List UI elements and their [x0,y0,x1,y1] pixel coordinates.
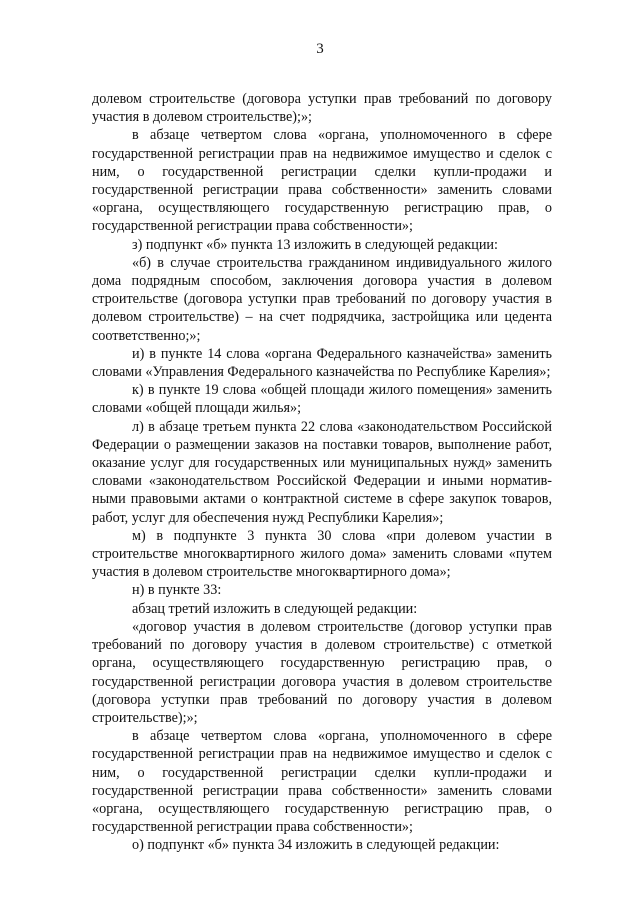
text-line: строительстве (договора уступки прав требований по договору участия в [92,291,552,308]
text-line: ными правовыми актами о контрактной системе в сфере закупок товаров, [92,491,552,508]
text-line: строительстве многоквартирного жилого дома» заменить словами «путем [92,546,552,563]
paragraph-p12 [92,727,552,836]
text-line: з) подпункт «б» пункта 13 изложить в следующей редакции: [132,236,498,253]
text-line: долевом строительстве) – на счет подрядчика, застройщика или цедента [92,309,552,326]
text-line: государственной регистрации прав на недвижимое имущество и сделок с [92,746,552,763]
text-line: н) в пункте 33: [132,582,222,599]
text-line: в абзаце четвертом слова «органа, уполномоченного в сфере [132,127,552,144]
text-line: ним, о государственной регистрации сделки купли-продажи и [92,163,552,180]
paragraph-p11 [92,618,552,727]
paragraph-p9 [92,581,552,599]
text-line: органа, осуществляющего государственную регистрацию прав, о [92,655,552,672]
text-line: участия в долевом строительстве);»; [92,109,312,126]
text-line: м) в подпункте 3 пункта 30 слова «при долевом участии в [132,527,552,544]
paragraph-p5 [92,345,552,381]
text-line: государственной регистрации права собственности» заменить словами [92,182,552,199]
text-line: «органа, осуществляющего государственную регистрацию прав, о [92,800,552,817]
text-line: словами «законодательством Российской Федерации и иными норматив- [92,473,552,490]
text-line: к) в пункте 19 слова «общей площади жилого помещения» заменить [132,382,552,399]
text-line: государственной регистрации договора участия в долевом строительстве [92,673,552,690]
text-line: о) подпункт «б» пункта 34 изложить в следующей редакции: [132,837,500,854]
text-line: требований по договору участия в долевом строительстве) с отметкой [92,637,552,654]
text-line: участия в долевом строительстве многоквартирного дома»; [92,564,451,581]
text-line: государственной регистрации права собственности»; [92,218,413,235]
text-line: словами «общей площади жилья»; [92,400,302,417]
text-line: абзац третий изложить в следующей редакции: [132,600,418,617]
paragraph-p10 [92,600,552,618]
text-line: государственной регистрации права собственности»; [92,819,413,836]
text-line: государственной регистрации права собственности» заменить словами [92,782,552,799]
text-line: и) в пункте 14 слова «органа Федерального казначейства» заменить [132,345,552,362]
paragraph-p7 [92,418,552,527]
text-line: «договор участия в долевом строительстве (договор уступки прав [132,618,552,635]
text-line: долевом строительстве (договора уступки прав требований по договору [92,91,552,107]
text-line: словами «Управления Федерального казначейства по Республике Карелия»; [92,364,551,381]
text-line: Федерации о размещении заказов на поставки товаров, выполнение работ, [92,436,552,453]
text-line: (договора уступки прав требований по договору участия в долевом [92,691,552,708]
paragraph-p3 [92,236,552,254]
page-number: 3 [316,41,324,57]
document-body [92,90,552,855]
text-line: «органа, осуществляющего государственную регистрацию прав, о [92,200,552,217]
text-line: дома подрядным способом, заключения договора участия в долевом [92,273,552,290]
text-line: «б) в случае строительства гражданином индивидуального жилого [132,254,552,271]
text-line: в абзаце четвертом слова «органа, уполномоченного в сфере [132,728,552,745]
text-line: л) в абзаце третьем пункта 22 слова «законодательством Российской [132,418,552,435]
paragraph-p8 [92,527,552,582]
text-line: соответственно;»; [92,327,201,344]
text-line: ним, о государственной регистрации сделки купли-продажи и [92,764,552,781]
text-line: государственной регистрации прав на недвижимое имущество и сделок с [92,145,552,162]
paragraph-p1 [92,90,552,126]
text-line: строительстве);»; [92,709,198,726]
paragraph-p2 [92,126,552,235]
paragraph-p6 [92,381,552,417]
text-line: оказание услуг для государственных или муниципальных нужд» заменить [92,455,552,472]
paragraph-p13 [92,836,552,854]
paragraph-p4 [92,254,552,345]
text-line: работ, услуг для обеспечения нужд Республики Карелия»; [92,509,444,526]
